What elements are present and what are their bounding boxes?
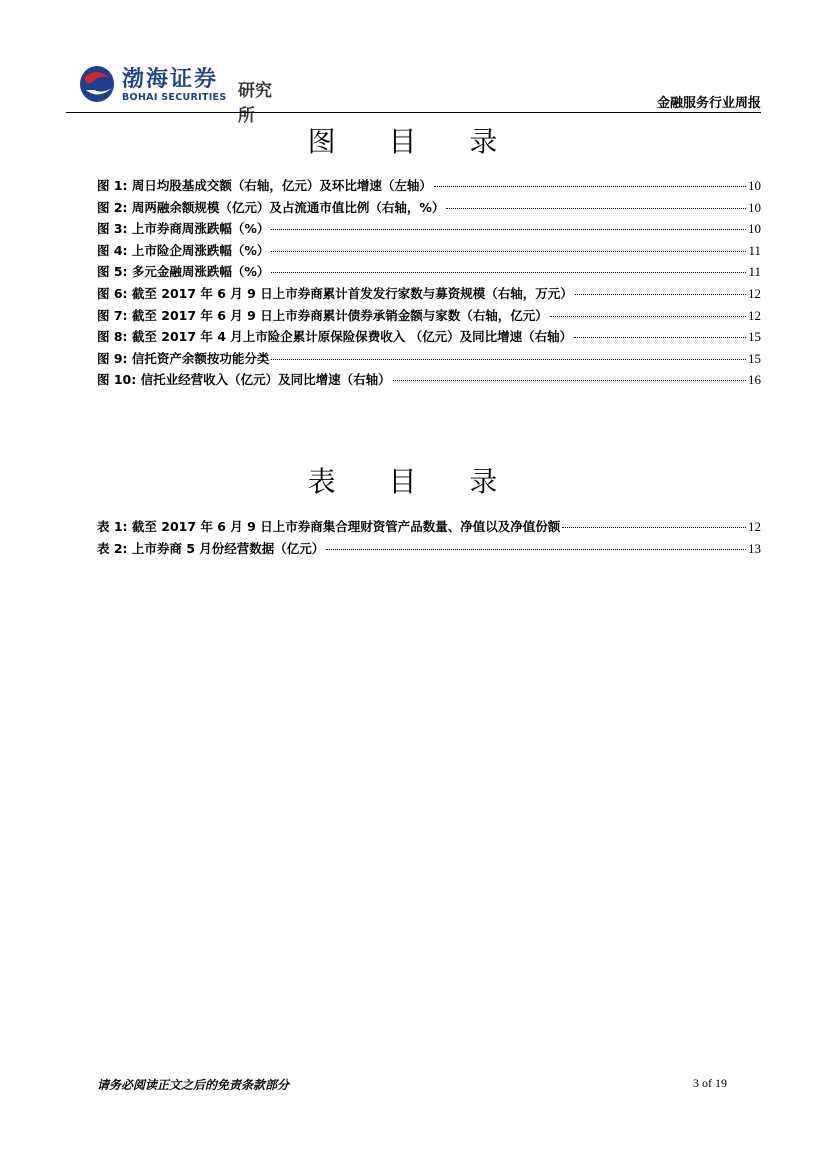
toc-leader: [434, 186, 746, 187]
toc-entry-label: 图 1: 周日均股基成交额（右轴，亿元）及环比增速（左轴）: [97, 178, 432, 193]
toc-entry[interactable]: [97, 327, 761, 349]
toc-leader: [574, 337, 746, 338]
toc-leader: [271, 359, 746, 360]
toc-entry[interactable]: [97, 241, 761, 263]
figures-toc: [97, 176, 761, 392]
toc-entry-page: 10: [748, 199, 761, 215]
disclaimer-note: 请务必阅读正文之后的免责条款部分: [97, 1078, 290, 1092]
toc-entry-label: 图 8: 截至 2017 年 4 月上市险企累计原保险保费收入 （亿元）及同比增速（右轴）: [97, 329, 573, 345]
toc-leader: [446, 208, 746, 209]
toc-entry-page: 15: [748, 350, 761, 366]
toc-entry-page: 16: [748, 372, 761, 388]
toc-entry-label: 表 2: 上市券商 5 月份经营数据（亿元）: [97, 540, 325, 556]
toc-entry-page: 12: [748, 307, 761, 323]
toc-entry-page: 15: [748, 329, 761, 345]
page-number: 3 of 19: [693, 1076, 727, 1090]
toc-entry[interactable]: [97, 284, 761, 306]
toc-entry[interactable]: [97, 349, 761, 371]
tables-toc-title: 表 目 录: [307, 465, 520, 498]
toc-entry-page: 11: [748, 242, 761, 258]
toc-leader: [271, 229, 746, 230]
toc-entry-label: 图 2: 周两融余额规模（亿元）及占流通市值比例（右轴，%）: [97, 199, 445, 215]
toc-entry[interactable]: [97, 370, 761, 392]
toc-entry-label: 图 7: 截至 2017 年 6 月 9 日上市券商累计债券承销金额与家数（右轴，亿元）: [97, 307, 548, 323]
toc-leader: [575, 294, 746, 295]
toc-leader: [562, 527, 746, 528]
toc-entry-label: 图 9: 信托资产余额按功能分类: [97, 350, 270, 366]
logo-english-name: BOHAI SECURITIES: [122, 92, 227, 103]
toc-entry-page: 11: [748, 264, 761, 280]
header-divider: [66, 112, 761, 113]
toc-entry[interactable]: [97, 176, 761, 198]
toc-entry-label: 图 6: 截至 2017 年 6 月 9 日上市券商累计首发发行家数与募资规模（右轴，万元）: [97, 285, 573, 301]
institute-name: 研究所: [238, 81, 272, 126]
toc-entry-page: 13: [748, 540, 761, 556]
toc-entry-page: 12: [748, 519, 761, 534]
toc-entry-page: 10: [748, 221, 761, 237]
toc-leader: [550, 316, 746, 317]
tables-toc: [97, 517, 761, 560]
toc-entry[interactable]: [97, 517, 761, 539]
toc-entry[interactable]: [97, 539, 761, 561]
toc-entry[interactable]: [97, 219, 761, 241]
page-header: [66, 58, 761, 126]
toc-entry-page: 12: [748, 285, 761, 301]
figures-toc-title: 图 目 录: [307, 125, 520, 158]
toc-entry-label: 图 3: 上市券商周涨跌幅（%）: [97, 221, 270, 237]
toc-leader: [271, 251, 746, 252]
toc-entry[interactable]: [97, 198, 761, 220]
toc-entry-label: 图 4: 上市险企周涨跌幅（%）: [97, 242, 270, 258]
report-type: 金融服务行业周报: [656, 96, 761, 111]
toc-entry[interactable]: [97, 262, 761, 284]
toc-entry[interactable]: [97, 306, 761, 328]
bohai-logo-icon: [78, 64, 116, 104]
logo-chinese-name: 渤海证券: [122, 67, 219, 92]
toc-entry-label: 表 1: 截至 2017 年 6 月 9 日上市券商集合理财资管产品数量、净值以及净值份额: [97, 519, 561, 534]
toc-leader: [326, 549, 746, 550]
toc-entry-label: 图 5: 多元金融周涨跌幅（%）: [97, 264, 270, 280]
toc-entry-page: 10: [748, 178, 761, 193]
toc-leader: [271, 272, 746, 273]
bohai-securities-logo: [78, 62, 288, 126]
toc-leader: [393, 380, 746, 381]
toc-entry-label: 图 10: 信托业经营收入（亿元）及同比增速（右轴）: [97, 372, 391, 388]
